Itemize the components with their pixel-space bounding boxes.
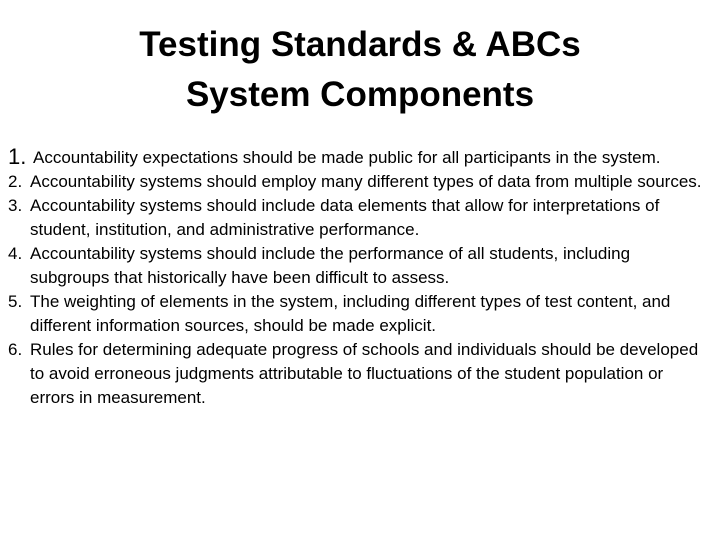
title-line-2: System Components	[185, 75, 535, 114]
item-number: 3.	[8, 196, 23, 215]
title-line-1: Testing Standards & ABCs	[139, 25, 581, 64]
component-list	[8, 146, 708, 410]
item-number: 5.	[8, 292, 23, 311]
item-text: Accountability systems should include the performance of all students, including subgroups that historically have been difficult to assess.	[30, 244, 631, 287]
item-number: 6.	[8, 340, 23, 359]
item-number: 1.	[8, 144, 27, 169]
list-item	[8, 338, 708, 410]
item-text: The weighting of elements in the system, including different types of test content, and different information sources, should be made explicit.	[30, 292, 671, 335]
list-item	[8, 170, 708, 194]
item-text: Accountability systems should include data elements that allow for interpretations of student, institution, and administrative performance.	[30, 196, 660, 239]
list-item	[8, 242, 708, 290]
list-item	[8, 146, 708, 170]
item-text: Rules for determining adequate progress of schools and individuals should be developed to avoid erroneous judgments attributable to fluctuations of the student population or errors in measurement.	[30, 340, 699, 407]
item-number: 4.	[8, 244, 23, 263]
item-text: Accountability systems should employ many different types of data from multiple sources.	[30, 172, 702, 191]
slide-title	[0, 20, 720, 120]
list-item	[8, 194, 708, 242]
list-item	[8, 290, 708, 338]
item-text: Accountability expectations should be made public for all participants in the system.	[33, 148, 661, 167]
item-number: 2.	[8, 172, 23, 191]
